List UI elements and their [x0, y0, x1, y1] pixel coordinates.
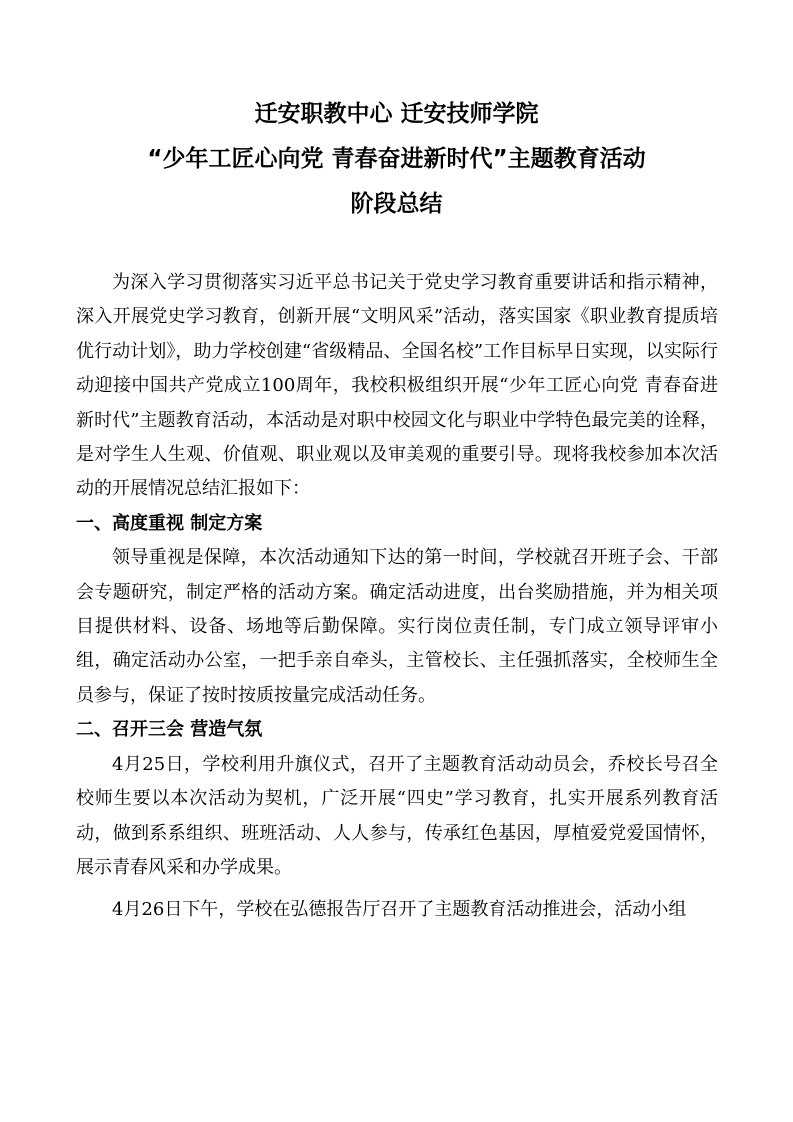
section-2-heading: 二、召开三会 营造气氛: [76, 719, 263, 741]
section-2-paragraph-1: 4月25日，学校利用升旗仪式，召开了主题教育活动动员会，乔校长号召全校师生要以本次活动为契机，广泛开展“四史”学习教育，扎实开展系列教育活动，做到系系组织、班班活动、人人参与，传承红色基因，厚植爱党爱国情怀，展示青春风采和办学成果。: [76, 753, 718, 878]
section-1-paragraph-1: 领导重视是保障，本次活动通知下达的第一时间，学校就召开班子会、干部会专题研究，制定严格的活动方案。确定活动进度，出台奖励措施，并为相关项目提供材料、设备、场地等后勤保障。实行岗位责任制，专门成立领导评审小组，确定活动办公室，一把手亲自牵头，主管校长、主任强抓落实，全校师生全员参与，保证了按时按质按量完成活动任务。: [76, 547, 718, 706]
section-1-heading: 一、高度重视 制定方案: [76, 512, 263, 534]
title-stage-summary: 阶段总结: [350, 191, 443, 217]
intro-paragraph: 为深入学习贯彻落实习近平总书记关于党史学习教育重要讲话和指示精神，深入开展党史学习教育，创新开展“文明风采”活动，落实国家《职业教育提质培优行动计划》，助力学校创建“省级精品、全国名校”工作目标早日实现，以实际行动迎接中国共产党成立100周年，我校积极组织开展“少年工匠心向党 青春奋进新时代”主题教育活动，本活动是对职中校园文化与职业中学特色最完美的诠释，是对学生人生观、价值观、职业观以及审美观的重要引导。现将我校参加本次活动的开展情况总结汇报如下：: [76, 272, 718, 500]
document-title-block: [0, 92, 793, 227]
document-body: [76, 266, 718, 928]
title-activity-name: “少年工匠心向党 青春奋进新时代”主题教育活动: [147, 146, 646, 172]
section-2-paragraph-2: 4月26日下午，学校在弘德报告厅召开了主题教育活动推进会，活动小组: [112, 899, 687, 921]
title-school-name: 迁安职教中心 迁安技师学院: [254, 101, 539, 127]
